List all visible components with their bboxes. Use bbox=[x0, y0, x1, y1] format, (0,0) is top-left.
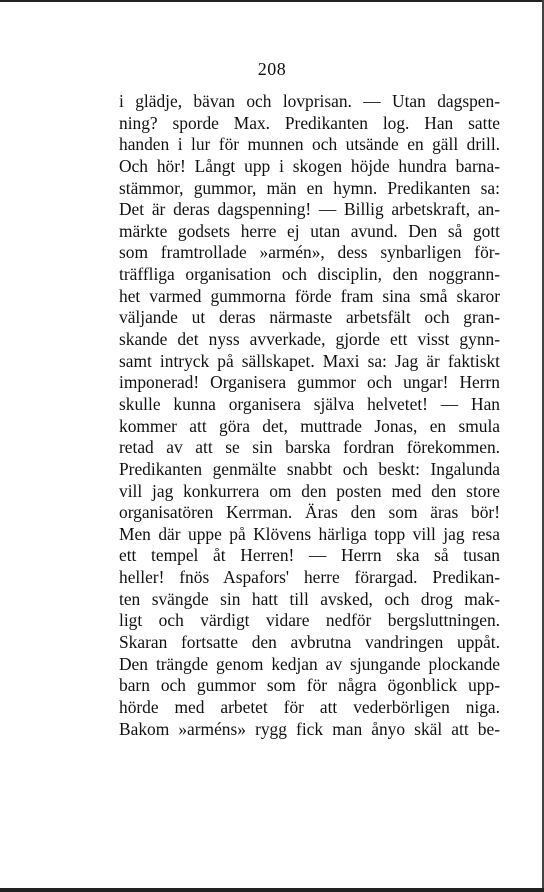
text-line: som framtrollade »armén», dess synbarligen för- bbox=[119, 242, 500, 263]
text-line: retad av att se sin barska fordran förekommen. bbox=[119, 437, 500, 458]
text-line: het varmed gummorna förde fram sina små skaror bbox=[119, 285, 500, 306]
text-line: heller! fnös Aspafors' herre förargad. Predikan- bbox=[119, 567, 500, 588]
text-line: Och hör! Långt upp i skogen höjde hundra barna- bbox=[119, 155, 500, 176]
text-line: ning? sporde Max. Predikanten log. Han satte bbox=[119, 112, 500, 133]
text-line: hörde med arbetet för att vederbörligen niga. bbox=[119, 696, 500, 717]
text-line: väljande ut deras närmaste arbetsfält och gran- bbox=[119, 307, 500, 328]
text-line: Skaran fortsatte den avbrutna vandringen uppåt. bbox=[119, 632, 500, 653]
text-line: stämmor, gummor, män en hymn. Predikanten sa: bbox=[119, 177, 500, 198]
text-line: i glädje, bävan och lovprisan. — Utan dagspen- bbox=[119, 91, 500, 111]
page-number: 208 bbox=[257, 59, 287, 79]
page-bottom-edge bbox=[0, 888, 544, 892]
text-line: Bakom »arméns» rygg fick man ånyo skäl att be- bbox=[119, 718, 500, 739]
text-line: träffliga organisation och disciplin, den noggrann- bbox=[119, 264, 500, 285]
text-line: Predikanten genmälte snabbt och beskt: Ingalunda bbox=[119, 458, 500, 479]
text-line: imponerad! Organisera gummor och ungar! Herrn bbox=[119, 372, 500, 393]
text-line: Det är deras dagspenning! — Billig arbetskraft, an- bbox=[119, 199, 500, 220]
text-line: skulle kunna organisera själva helvetet! — Han bbox=[119, 393, 500, 414]
text-line: ten svängde sin hatt till avsked, och drog mak- bbox=[119, 588, 500, 609]
text-line: Men där uppe på Klövens härliga topp vill jag resa bbox=[119, 523, 500, 544]
text-line: organisatören Kerrman. Äras den som äras bör! bbox=[119, 502, 500, 523]
body-text bbox=[119, 91, 500, 740]
text-line: skande det nyss avverkade, gjorde ett visst gynn- bbox=[119, 329, 500, 350]
text-line: ligt och värdigt vidare nedför bergsluttningen. bbox=[119, 610, 500, 631]
text-line: märkte godsets herre ej utan avund. Den så gott bbox=[119, 220, 500, 241]
text-line: samt intryck på sällskapet. Maxi sa: Jag är faktiskt bbox=[119, 350, 500, 371]
text-line: Den trängde genom kedjan av sjungande plockande bbox=[119, 653, 500, 674]
page-top-edge bbox=[0, 0, 544, 2]
text-line: vill jag konkurrera om den posten med den store bbox=[119, 480, 500, 501]
text-line: handen i lur för munnen och utsände en gäll drill. bbox=[119, 134, 500, 155]
text-line: ett tempel åt Herren! — Herrn ska så tusan bbox=[119, 545, 500, 566]
text-line: kommer att göra det, muttrade Jonas, en smula bbox=[119, 415, 500, 436]
text-line: barn och gummor som för några ögonblick upp- bbox=[119, 675, 500, 696]
